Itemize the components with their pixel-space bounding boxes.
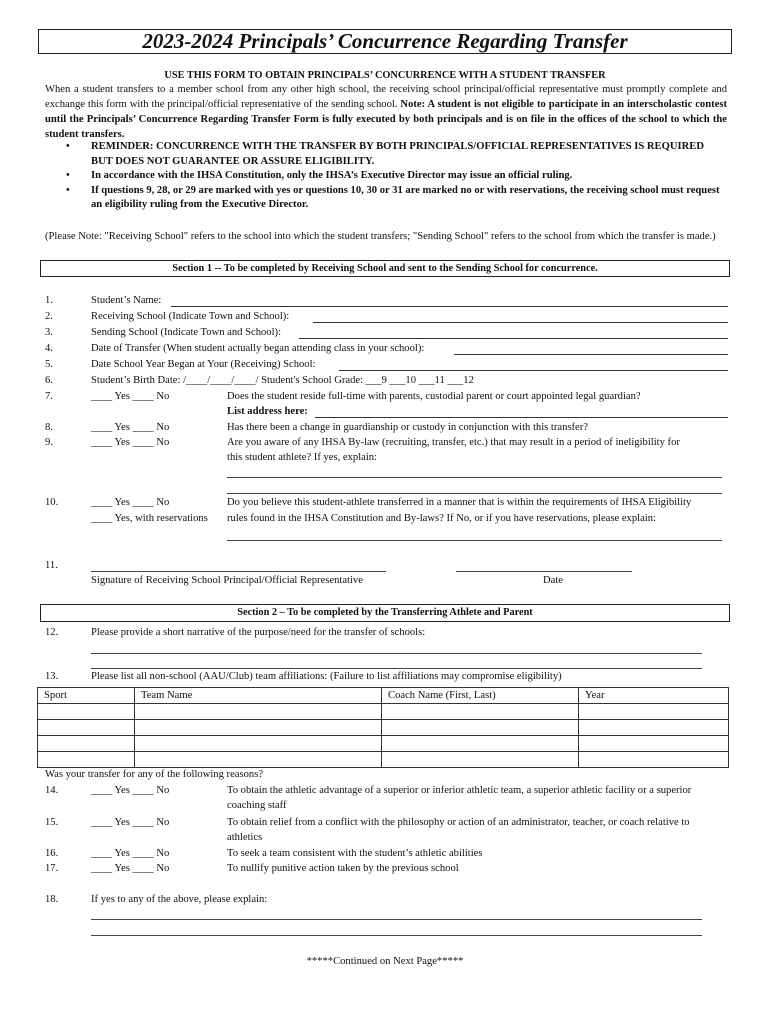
field-row <box>45 295 730 310</box>
bullet-item <box>66 140 726 169</box>
yes-no-choice[interactable]: ____ Yes ____ No <box>91 497 170 508</box>
birthdate-grade-row[interactable] <box>45 375 730 390</box>
date-field[interactable] <box>456 571 632 572</box>
table-row <box>38 704 729 720</box>
question-text: To seek a team consistent with the student’s athletic abilities <box>227 848 483 859</box>
question-number: 18. <box>45 894 59 905</box>
question-12 <box>45 627 730 642</box>
explain-line[interactable] <box>227 540 722 541</box>
bullet-text: If questions 9, 28, or 29 are marked with yes or questions 10, 30 or 31 are marked no or with reservations, the receiving school must request an eligibility ruling from the Executive Director. <box>91 184 720 211</box>
question-text: If yes to any of the above, please explain: <box>91 894 268 905</box>
question-7 <box>45 391 730 406</box>
address-field[interactable] <box>315 406 728 418</box>
yes-no-choice[interactable]: ____ Yes ____ No <box>91 817 170 828</box>
table-cell[interactable] <box>579 752 729 768</box>
section-2-header: Section 2 – To be completed by the Transferring Athlete and Parent <box>40 604 730 622</box>
question-number: 14. <box>45 785 59 796</box>
column-header: Team Name <box>135 688 382 704</box>
affiliations-table <box>37 687 729 768</box>
table-cell[interactable] <box>135 752 382 768</box>
question-number: 7. <box>45 391 53 402</box>
question-8 <box>45 422 730 437</box>
table-cell[interactable] <box>38 736 135 752</box>
field-label: Date School Year Began at Your (Receiving) School: <box>91 359 316 370</box>
table-cell[interactable] <box>382 736 579 752</box>
question-text: Does the student reside full-time with parents, custodial parent or court appointed legal guardian? <box>227 391 641 402</box>
bullet-item <box>66 184 726 213</box>
question-number: 15. <box>45 817 59 828</box>
explain-line[interactable] <box>227 493 722 494</box>
question-text: rules found in the IHSA Constitution and By-laws? If No, or if you have reservations, please explain: <box>227 513 656 524</box>
question-14 <box>45 785 730 800</box>
receiving-school-field[interactable] <box>313 311 728 323</box>
bullet-list <box>66 140 726 213</box>
yes-no-choice[interactable]: ____ Yes ____ No <box>91 391 170 402</box>
narrative-line[interactable] <box>91 668 702 669</box>
field-label: Sending School (Indicate Town and School): <box>91 327 282 338</box>
reasons-intro-text: Was your transfer for any of the following reasons? <box>45 769 264 780</box>
question-text: Please provide a short narrative of the purpose/need for the transfer of schools: <box>91 627 426 638</box>
table-cell[interactable] <box>579 704 729 720</box>
signature-field[interactable] <box>91 571 386 572</box>
question-number: 9. <box>45 437 53 448</box>
question-9-cont <box>45 452 730 467</box>
question-text: To obtain the athletic advantage of a superior or inferior athletic team, a superior athletic facility or a superior <box>227 785 692 796</box>
question-13 <box>45 671 730 686</box>
table-cell[interactable] <box>135 736 382 752</box>
column-header: Year <box>579 688 729 704</box>
table-row <box>38 736 729 752</box>
field-number: 3. <box>45 327 53 338</box>
school-year-start-field[interactable] <box>339 359 728 371</box>
question-11 <box>45 560 730 575</box>
yes-no-choice[interactable]: ____ Yes ____ No <box>91 785 170 796</box>
yes-no-choice[interactable]: ____ Yes ____ No <box>91 863 170 874</box>
question-number: 10. <box>45 497 59 508</box>
yes-no-choice[interactable]: ____ Yes ____ No <box>91 848 170 859</box>
question-9 <box>45 437 730 452</box>
section-1-header: Section 1 -- To be completed by Receiving School and sent to the Sending School for concurrence. <box>40 260 730 277</box>
field-row <box>45 327 730 342</box>
title-box <box>38 29 732 54</box>
question-text: Has there been a change in guardianship or custody in conjunction with this transfer? <box>227 422 588 433</box>
table-cell[interactable] <box>382 752 579 768</box>
intro-paragraph <box>45 82 727 142</box>
intro-note: Note: A student is not eligible to participate in an interscholastic contest until the Principals’ Concurrence Regarding Transfer Form is fully executed by both principals and is on file in the offices of the school to which the student transfers. <box>45 99 727 140</box>
address-row <box>45 406 730 421</box>
question-number: 12. <box>45 627 59 638</box>
reasons-intro <box>45 769 730 784</box>
yes-no-choice[interactable]: ____ Yes ____ No <box>91 437 170 448</box>
table-cell[interactable] <box>135 720 382 736</box>
date-label: Date <box>543 575 563 586</box>
question-number: 8. <box>45 422 53 433</box>
yes-no-choice[interactable]: ____ Yes ____ No <box>91 422 170 433</box>
transfer-date-field[interactable] <box>454 343 728 355</box>
form-subtitle: USE THIS FORM TO OBTAIN PRINCIPALS’ CONCURRENCE WITH A STUDENT TRANSFER <box>164 70 606 81</box>
question-15-cont <box>45 832 730 847</box>
question-number: 17. <box>45 863 59 874</box>
student-name-field[interactable] <box>171 295 728 307</box>
address-label: List address here: <box>227 406 308 417</box>
question-text: coaching staff <box>227 800 287 811</box>
question-text: To nullify punitive action taken by the previous school <box>227 863 459 874</box>
question-text: this student athlete? If yes, explain: <box>227 452 378 463</box>
field-label: Receiving School (Indicate Town and School): <box>91 311 290 322</box>
question-number: 16. <box>45 848 59 859</box>
field-row <box>45 311 730 326</box>
intro-text: When a student transfers to a member school from any other high school, the receiving school principal/official representative must promptly complete and exchange this form with the principal/official representative of the sending school. <box>45 84 727 110</box>
table-cell[interactable] <box>38 720 135 736</box>
table-cell[interactable] <box>579 720 729 736</box>
bullet-text: In accordance with the IHSA Constitution, only the IHSA’s Executive Director may issue an official ruling. <box>91 170 573 182</box>
question-number: 13. <box>45 671 59 682</box>
question-text: To obtain relief from a conflict with the philosophy or action of an administrator, teacher, or coach relative to <box>227 817 690 828</box>
table-cell[interactable] <box>579 736 729 752</box>
question-10 <box>45 497 730 512</box>
column-header: Coach Name (First, Last) <box>382 688 579 704</box>
reservations-choice[interactable]: ____ Yes, with reservations <box>91 513 208 524</box>
question-17 <box>45 863 730 878</box>
bullet-text: REMINDER: CONCURRENCE WITH THE TRANSFER BY BOTH PRINCIPALS/OFFICIAL REPRESENTATIVES IS REQUIRED BUT DOES NOT GUARANTEE OR ASSURE ELIGIBILITY. <box>91 141 704 167</box>
table-cell[interactable] <box>135 704 382 720</box>
question-text: Do you believe this student-athlete transferred in a manner that is within the requirements of IHSA Eligibility <box>227 497 692 508</box>
table-cell[interactable] <box>38 704 135 720</box>
explain-line[interactable] <box>91 935 702 936</box>
sending-school-field[interactable] <box>299 327 728 339</box>
question-15 <box>45 817 730 832</box>
question-text: athletics <box>227 832 263 843</box>
table-row <box>38 752 729 768</box>
explain-line[interactable] <box>227 477 722 478</box>
field-number: 1. <box>45 295 53 306</box>
table-cell[interactable] <box>38 752 135 768</box>
question-14-cont <box>45 800 730 815</box>
question-text: Please list all non-school (AAU/Club) team affiliations: (Failure to list affiliations may compromise eligibility) <box>91 671 562 682</box>
question-10-cont <box>45 513 730 528</box>
continued-footer: *****Continued on Next Page***** <box>306 956 464 967</box>
bullet-dot-icon: • <box>66 184 70 196</box>
field-row <box>45 343 730 358</box>
signature-label: Signature of Receiving School Principal/Official Representative <box>91 575 363 586</box>
question-18 <box>45 894 730 909</box>
birthdate-grade-label: Student’s Birth Date: /____/____/____/ Student's School Grade: ___9 ___10 ___11 ___12 <box>91 375 474 386</box>
field-row <box>45 359 730 374</box>
column-header: Sport <box>38 688 135 704</box>
form-title: 2023-2024 Principals’ Concurrence Regarding Transfer <box>142 29 628 53</box>
question-16 <box>45 848 730 863</box>
field-number: 4. <box>45 343 53 354</box>
question-text: Are you aware of any IHSA By-law (recruiting, transfer, etc.) that may result in a period of ineligibility for <box>227 437 680 448</box>
please-note: (Please Note: "Receiving School" refers to the school into which the student transfers; "Sending School" refers to the school from which the transfer is made.) <box>45 231 716 242</box>
field-label: Student’s Name: <box>91 295 162 306</box>
question-number: 11. <box>45 560 58 571</box>
table-header-row <box>38 688 729 704</box>
signature-labels <box>45 575 730 590</box>
bullet-dot-icon: • <box>66 170 70 182</box>
field-number: 2. <box>45 311 53 322</box>
bullet-dot-icon: • <box>66 141 70 152</box>
field-number: 5. <box>45 359 53 370</box>
table-row <box>38 720 729 736</box>
bullet-item <box>66 169 726 184</box>
table-cell[interactable] <box>382 704 579 720</box>
explain-line[interactable] <box>91 919 702 920</box>
narrative-line[interactable] <box>91 653 702 654</box>
field-number: 6. <box>45 375 53 386</box>
field-label: Date of Transfer (When student actually began attending class in your school): <box>91 343 425 354</box>
table-cell[interactable] <box>382 720 579 736</box>
